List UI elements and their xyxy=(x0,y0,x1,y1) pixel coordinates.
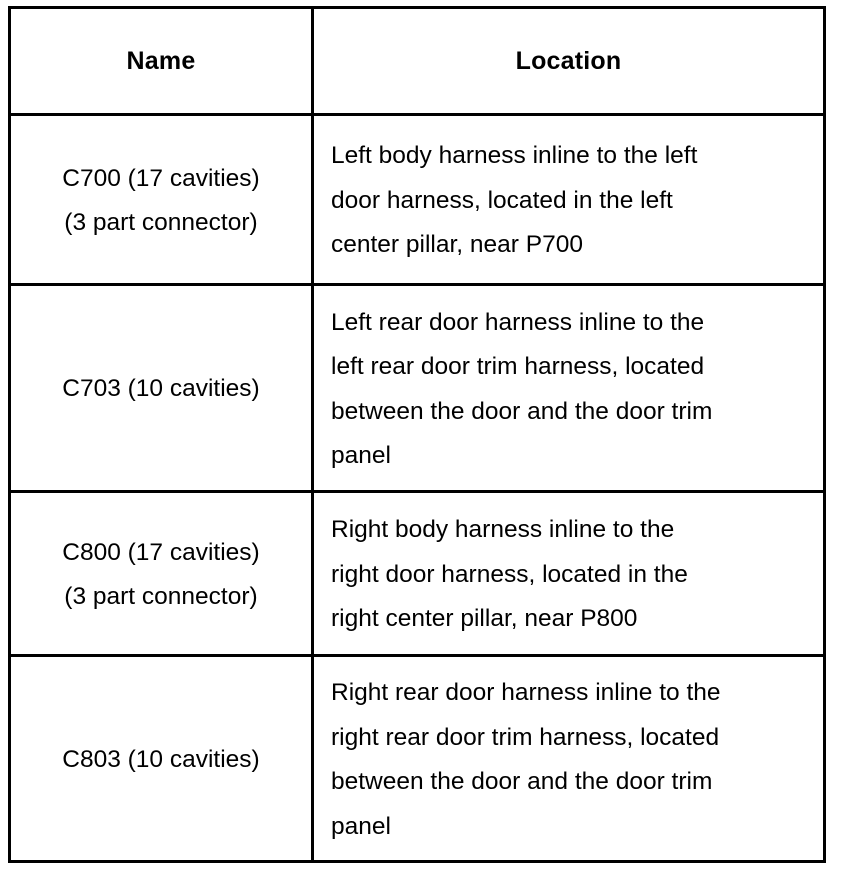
table-row xyxy=(11,496,823,657)
header-name-label: Name xyxy=(126,46,196,75)
table-row xyxy=(11,289,823,493)
connector-location: Left body harness inline to the left door harness, located in the left center pillar, near P700 xyxy=(331,142,698,259)
location-cell xyxy=(314,496,823,654)
location-cell xyxy=(314,119,823,283)
name-cell xyxy=(11,289,311,490)
connector-location: Right rear door harness inline to the right rear door trim harness, located between the door and the door trim panel xyxy=(331,679,721,840)
table-row xyxy=(11,660,823,860)
connector-table xyxy=(8,6,826,863)
name-cell xyxy=(11,660,311,860)
connector-name: C803 (10 cavities) xyxy=(62,745,260,773)
table-row xyxy=(11,119,823,286)
name-cell xyxy=(11,119,311,283)
connector-location: Right body harness inline to the right door harness, located in the right center pillar, near P800 xyxy=(331,516,688,633)
table-header-row xyxy=(11,9,823,116)
header-cell-location xyxy=(314,9,823,113)
header-location-label: Location xyxy=(515,46,622,75)
connector-name: C800 (17 cavities) (3 part connector) xyxy=(62,538,260,610)
connector-location: Left rear door harness inline to the left rear door trim harness, located between the door and the door trim panel xyxy=(331,308,713,469)
name-cell xyxy=(11,496,311,654)
connector-name: C700 (17 cavities) (3 part connector) xyxy=(62,164,260,236)
location-cell xyxy=(314,289,823,490)
connector-name: C703 (10 cavities) xyxy=(62,375,260,403)
location-cell xyxy=(314,660,823,860)
header-cell-name xyxy=(11,9,311,113)
